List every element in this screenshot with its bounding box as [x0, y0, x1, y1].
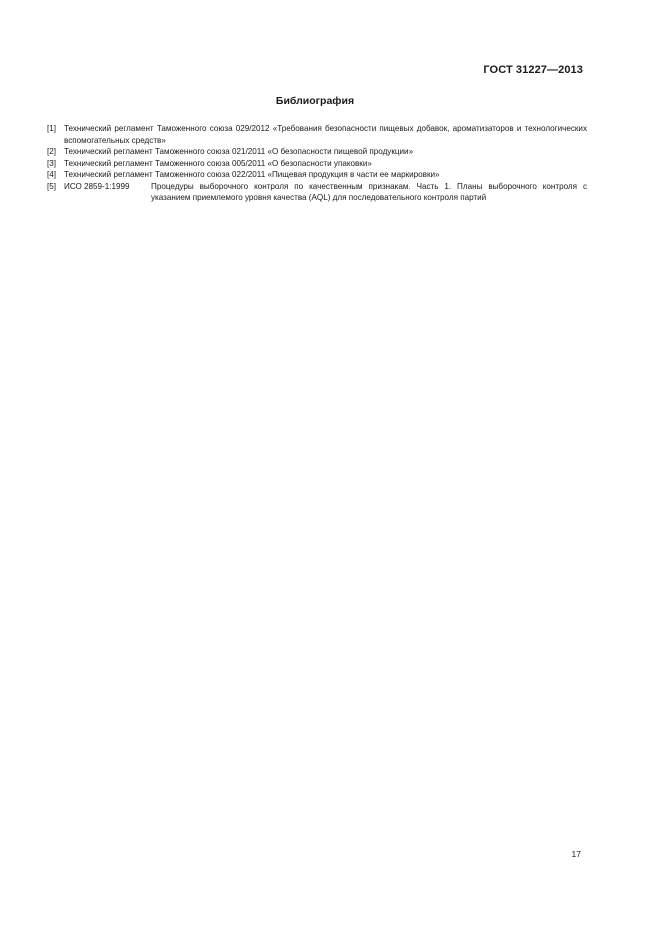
entry-text: Процедуры выборочного контроля по качественным признакам. Часть 1. Планы выборочного контроля с указанием приемлемого уровня качества (AQL) для последовательного контроля партий [151, 181, 587, 202]
entry-standard-code: ИСО 2859-1:1999 [64, 181, 130, 191]
entry-text: Технический регламент Таможенного союза 021/2011 «О безопасности пищевой продукции» [64, 147, 414, 156]
entry-number: [1] [47, 124, 56, 133]
entry-text: Технический регламент Таможенного союза 022/2011 «Пищевая продукция в части ее маркировки» [64, 170, 440, 179]
bibliography-entry-4 [47, 169, 587, 181]
bibliography-title: Библиография [275, 95, 355, 107]
standard-header: ГОСТ 31227—2013 [483, 64, 583, 76]
entry-text: Технический регламент Таможенного союза 029/2012 «Требования безопасности пищевых добавок, ароматизаторов и технологических вспомогательных средств» [64, 124, 587, 145]
entry-number: [4] [47, 170, 56, 179]
page-number: 17 [571, 849, 581, 859]
entry-number: [2] [47, 147, 56, 156]
entry-number: [5] [47, 181, 56, 191]
bibliography-entry-1 [47, 123, 587, 146]
entry-number: [3] [47, 158, 56, 168]
bibliography-list [47, 123, 587, 204]
bibliography-entry-3 [47, 158, 587, 170]
bibliography-entry-2 [47, 146, 587, 158]
entry-text: Технический регламент Таможенного союза 005/2011 «О безопасности упаковки» [64, 158, 372, 168]
bibliography-entry-5 [47, 181, 587, 204]
